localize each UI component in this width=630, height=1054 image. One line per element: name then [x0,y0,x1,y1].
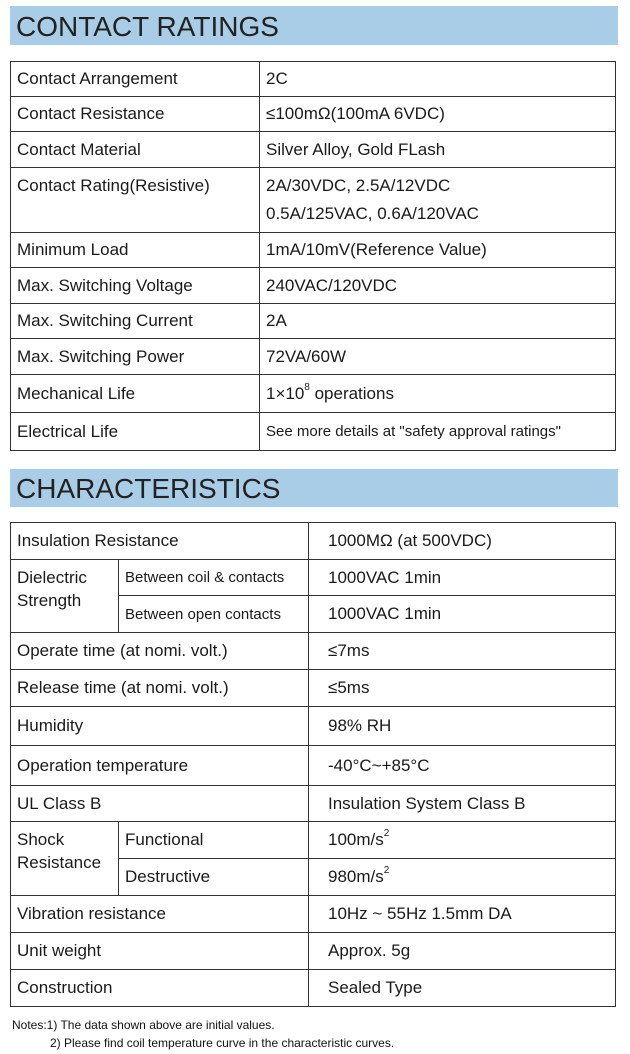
row-label: Max. Switching Voltage [11,268,260,304]
row-label: Construction [11,970,309,1007]
characteristics-title: CHARACTERISTICS [16,473,281,504]
row-sublabel: Destructive [119,859,309,896]
row-label: Contact Resistance [11,97,260,132]
row-sublabel: Between coil & contacts [119,560,309,596]
row-value: ≤7ms [309,633,616,670]
table-row [11,168,616,233]
mechanical-life-suffix: operations [309,383,394,403]
row-label: Mechanical Life [11,375,260,413]
row-value: -40°C~+85°C [309,746,616,786]
contact-ratings-table [10,61,616,451]
table-row [11,132,616,168]
table-row [11,970,616,1007]
table-row [11,633,616,670]
characteristics-table [10,522,616,1007]
row-value [260,375,616,413]
table-row [11,746,616,786]
table-row [11,560,616,596]
row-label: UL Class B [11,786,309,822]
row-value: $100m/s^2$ [309,822,616,859]
row-value: 72VA/60W [260,339,616,375]
table-row [11,670,616,707]
note-line-1: Notes:1) The data shown above are initial values. [12,1018,275,1032]
row-sublabel: Functional [119,822,309,859]
dielectric-label: Dielectric Strength [11,560,119,633]
table-row [11,97,616,132]
row-label: Humidity [11,707,309,746]
row-value: Silver Alloy, Gold FLash [260,132,616,168]
row-label: Contact Material [11,132,260,168]
row-value [260,168,616,233]
mechanical-life-base: 1×10 [266,383,305,403]
row-sublabel: Between open contacts [119,596,309,633]
table-row [11,62,616,97]
row-value: Approx. 5g [309,933,616,970]
row-label: Minimum Load [11,233,260,268]
table-row [11,304,616,339]
row-label: Vibration resistance [11,896,309,933]
row-value: 240VAC/120VDC [260,268,616,304]
row-label: Operate time (at nomi. volt.) [11,633,309,670]
characteristics-header [10,469,618,507]
row-value: 1mA/10mV(Reference Value) [260,233,616,268]
row-value: ≤5ms [309,670,616,707]
table-row [11,233,616,268]
row-value: 2C [260,62,616,97]
row-value: Sealed Type [309,970,616,1007]
table-row [11,896,616,933]
row-value: Insulation System Class B [309,786,616,822]
row-value: 1000MΩ (at 500VDC) [309,523,616,560]
row-label: Contact Rating(Resistive) [11,168,260,233]
table-row [11,822,616,859]
table-row [11,786,616,822]
row-value: See more details at "safety approval ratings" [260,413,616,451]
row-value: 98% RH [309,707,616,746]
row-value: 10Hz ~ 55Hz 1.5mm DA [309,896,616,933]
row-label: Unit weight [11,933,309,970]
rating-line-1: 2A/30VDC, 2.5A/12VDC [266,176,451,195]
table-row [11,268,616,304]
table-row [11,523,616,560]
row-value: $980m/s^2$ [309,859,616,896]
row-label: Max. Switching Power [11,339,260,375]
row-value: ≤100mΩ(100mA 6VDC) [260,97,616,132]
row-label: Operation temperature [11,746,309,786]
notes [12,1016,394,1052]
contact-ratings-title: CONTACT RATINGS [16,11,279,42]
row-label: Max. Switching Current [11,304,260,339]
row-value: 1000VAC 1min [309,596,616,633]
row-label: Contact Arrangement [11,62,260,97]
table-row [11,339,616,375]
table-row [11,707,616,746]
row-value: 1000VAC 1min [309,560,616,596]
row-label: Release time (at nomi. volt.) [11,670,309,707]
note-line-2: 2) Please find coil temperature curve in the characteristic curves. [50,1036,395,1050]
shock-label: Shock Resistance [11,822,119,896]
contact-ratings-header [10,6,618,45]
row-value: 2A [260,304,616,339]
rating-line-2: 0.5A/125VAC, 0.6A/120VAC [266,204,479,223]
table-row [11,375,616,413]
table-row [11,413,616,451]
row-label: Insulation Resistance [11,523,309,560]
table-row [11,933,616,970]
unit-exponent: 2 [383,828,390,839]
unit-exponent: 2 [383,865,390,876]
row-label: Electrical Life [11,413,260,451]
mechanical-life-exponent: 8 [304,381,310,393]
